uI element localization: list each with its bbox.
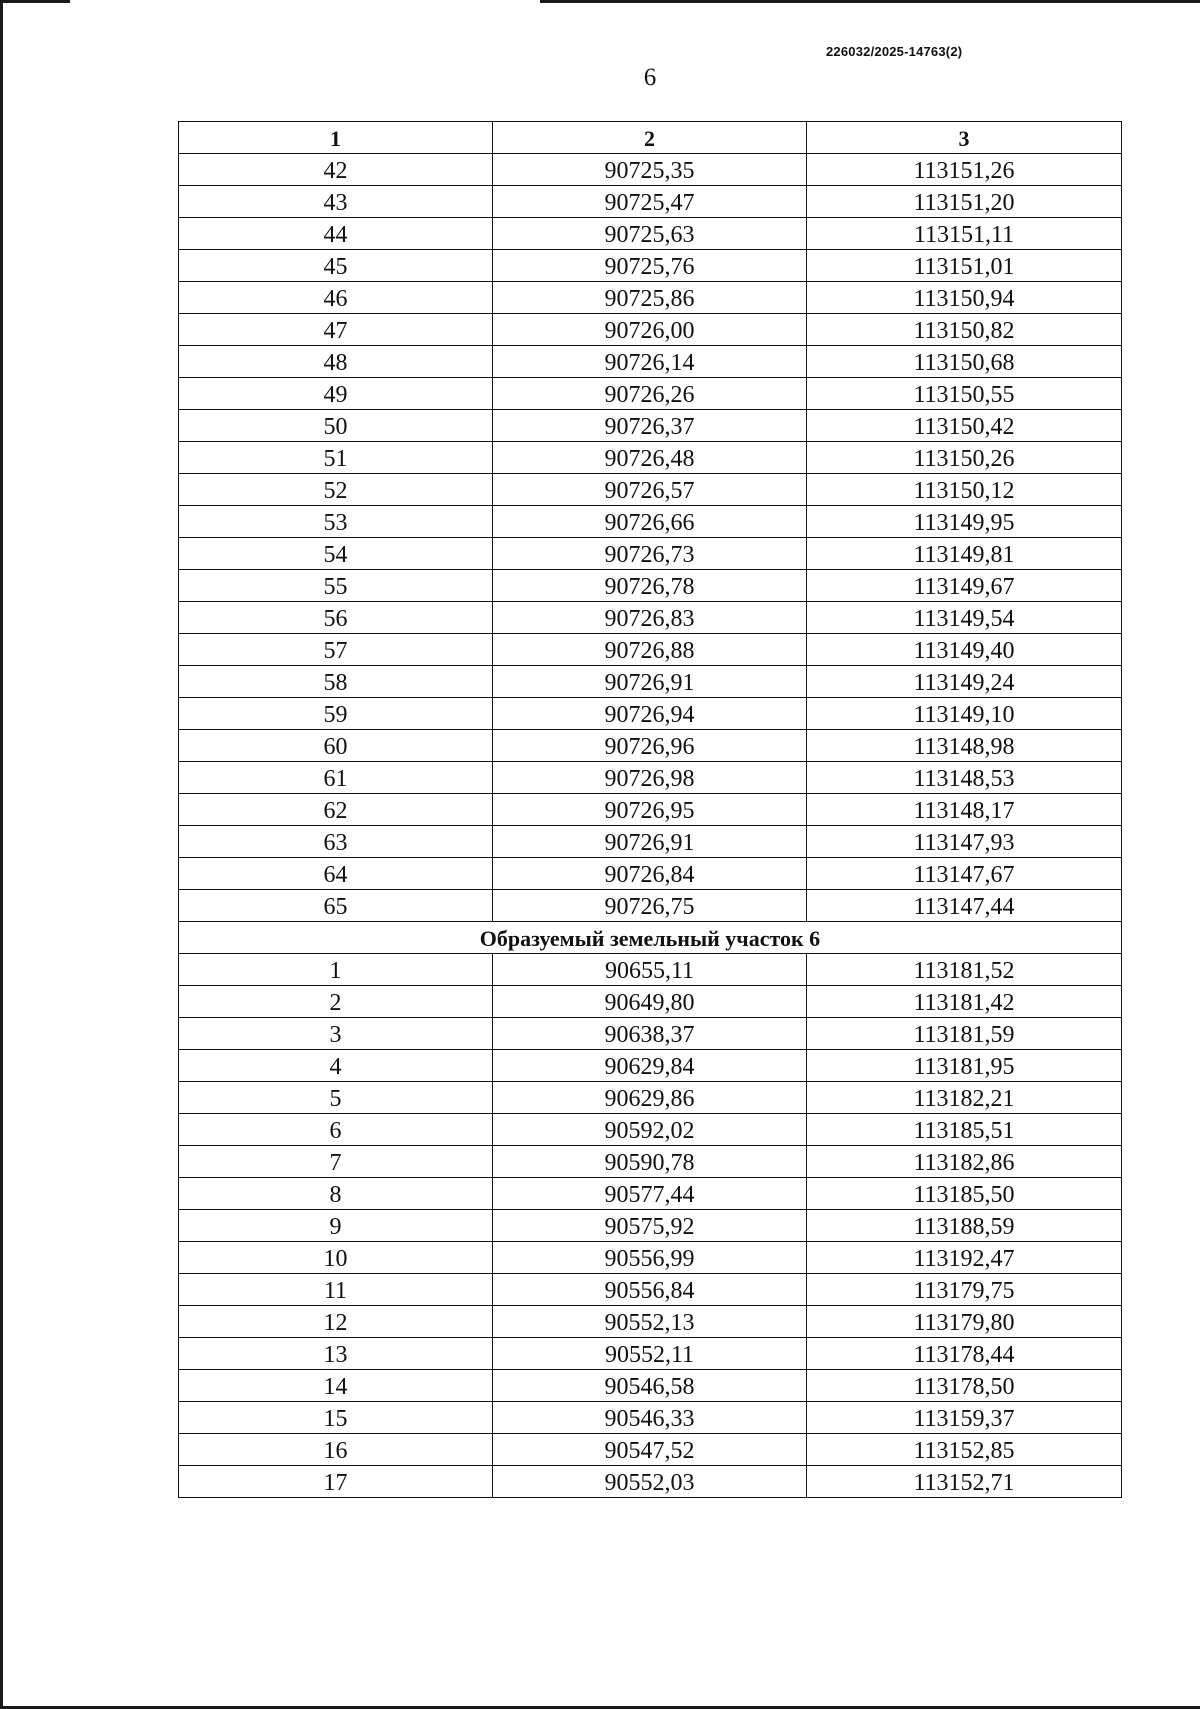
section-row — [179, 922, 1122, 954]
table-row — [179, 1370, 1122, 1402]
cell-y-coordinate: 113150,94 — [807, 282, 1122, 314]
cell-point-number: 7 — [179, 1146, 493, 1178]
cell-point-number: 17 — [179, 1466, 493, 1498]
cell-y-coordinate: 113152,85 — [807, 1434, 1122, 1466]
cell-y-coordinate: 113149,95 — [807, 506, 1122, 538]
table-row — [179, 1434, 1122, 1466]
table-row — [179, 602, 1122, 634]
table-row — [179, 314, 1122, 346]
cell-x-coordinate: 90726,84 — [493, 858, 807, 890]
cell-point-number: 5 — [179, 1082, 493, 1114]
cell-x-coordinate: 90726,83 — [493, 602, 807, 634]
cell-y-coordinate: 113150,26 — [807, 442, 1122, 474]
cell-point-number: 43 — [179, 186, 493, 218]
cell-x-coordinate: 90655,11 — [493, 954, 807, 986]
cell-y-coordinate: 113178,44 — [807, 1338, 1122, 1370]
cell-point-number: 50 — [179, 410, 493, 442]
table-row — [179, 1114, 1122, 1146]
cell-point-number: 45 — [179, 250, 493, 282]
table-header-row — [179, 122, 1122, 154]
cell-y-coordinate: 113148,98 — [807, 730, 1122, 762]
cell-point-number: 46 — [179, 282, 493, 314]
table-row — [179, 410, 1122, 442]
coordinates-table-container — [178, 121, 1121, 1498]
cell-y-coordinate: 113151,20 — [807, 186, 1122, 218]
cell-point-number: 58 — [179, 666, 493, 698]
table-row — [179, 282, 1122, 314]
column-header-point: 1 — [179, 122, 493, 154]
column-header-x: 2 — [493, 122, 807, 154]
cell-point-number: 8 — [179, 1178, 493, 1210]
cell-y-coordinate: 113151,11 — [807, 218, 1122, 250]
cell-y-coordinate: 113185,51 — [807, 1114, 1122, 1146]
cell-x-coordinate: 90726,48 — [493, 442, 807, 474]
cell-point-number: 57 — [179, 634, 493, 666]
cell-x-coordinate: 90552,11 — [493, 1338, 807, 1370]
cell-x-coordinate: 90546,58 — [493, 1370, 807, 1402]
cell-point-number: 63 — [179, 826, 493, 858]
table-row — [179, 378, 1122, 410]
cell-x-coordinate: 90726,91 — [493, 826, 807, 858]
cell-y-coordinate: 113178,50 — [807, 1370, 1122, 1402]
cell-point-number: 59 — [179, 698, 493, 730]
cell-y-coordinate: 113181,59 — [807, 1018, 1122, 1050]
cell-y-coordinate: 113150,82 — [807, 314, 1122, 346]
cell-y-coordinate: 113147,44 — [807, 890, 1122, 922]
cell-x-coordinate: 90725,63 — [493, 218, 807, 250]
cell-x-coordinate: 90726,94 — [493, 698, 807, 730]
cell-point-number: 9 — [179, 1210, 493, 1242]
cell-point-number: 52 — [179, 474, 493, 506]
cell-x-coordinate: 90556,84 — [493, 1274, 807, 1306]
cell-y-coordinate: 113150,55 — [807, 378, 1122, 410]
cell-x-coordinate: 90725,35 — [493, 154, 807, 186]
table-section — [179, 922, 1122, 954]
table-row — [179, 538, 1122, 570]
cell-y-coordinate: 113192,47 — [807, 1242, 1122, 1274]
table-row — [179, 250, 1122, 282]
table-row — [179, 218, 1122, 250]
cell-x-coordinate: 90726,14 — [493, 346, 807, 378]
cell-y-coordinate: 113149,81 — [807, 538, 1122, 570]
cell-x-coordinate: 90629,84 — [493, 1050, 807, 1082]
coordinates-table — [178, 121, 1122, 1498]
table-row — [179, 1210, 1122, 1242]
table-row — [179, 954, 1122, 986]
cell-y-coordinate: 113147,67 — [807, 858, 1122, 890]
page-number: 6 — [643, 64, 657, 91]
cell-point-number: 16 — [179, 1434, 493, 1466]
scan-edge-left — [0, 0, 3, 1709]
cell-y-coordinate: 113188,59 — [807, 1210, 1122, 1242]
table-row — [179, 442, 1122, 474]
cell-point-number: 6 — [179, 1114, 493, 1146]
cell-x-coordinate: 90726,98 — [493, 762, 807, 794]
cell-y-coordinate: 113185,50 — [807, 1178, 1122, 1210]
cell-y-coordinate: 113149,24 — [807, 666, 1122, 698]
cell-y-coordinate: 113179,75 — [807, 1274, 1122, 1306]
cell-y-coordinate: 113150,12 — [807, 474, 1122, 506]
table-row — [179, 698, 1122, 730]
table-row — [179, 890, 1122, 922]
table-body-part1 — [179, 154, 1122, 922]
cell-point-number: 11 — [179, 1274, 493, 1306]
cell-x-coordinate: 90726,00 — [493, 314, 807, 346]
table-row — [179, 1466, 1122, 1498]
table-row — [179, 1018, 1122, 1050]
cell-y-coordinate: 113148,53 — [807, 762, 1122, 794]
cell-y-coordinate: 113147,93 — [807, 826, 1122, 858]
cell-x-coordinate: 90726,78 — [493, 570, 807, 602]
table-row — [179, 666, 1122, 698]
table-row — [179, 858, 1122, 890]
cell-x-coordinate: 90552,03 — [493, 1466, 807, 1498]
cell-y-coordinate: 113151,26 — [807, 154, 1122, 186]
cell-x-coordinate: 90629,86 — [493, 1082, 807, 1114]
cell-x-coordinate: 90556,99 — [493, 1242, 807, 1274]
cell-y-coordinate: 113151,01 — [807, 250, 1122, 282]
cell-y-coordinate: 113181,52 — [807, 954, 1122, 986]
cell-x-coordinate: 90552,13 — [493, 1306, 807, 1338]
cell-y-coordinate: 113150,42 — [807, 410, 1122, 442]
cell-y-coordinate: 113149,40 — [807, 634, 1122, 666]
table-row — [179, 154, 1122, 186]
cell-point-number: 65 — [179, 890, 493, 922]
document-number: 226032/2025-14763(2) — [826, 44, 963, 59]
table-row — [179, 762, 1122, 794]
cell-y-coordinate: 113182,86 — [807, 1146, 1122, 1178]
cell-point-number: 13 — [179, 1338, 493, 1370]
cell-point-number: 42 — [179, 154, 493, 186]
cell-y-coordinate: 113181,42 — [807, 986, 1122, 1018]
table-row — [179, 1082, 1122, 1114]
table-row — [179, 570, 1122, 602]
table-body-part2 — [179, 954, 1122, 1498]
cell-y-coordinate: 113181,95 — [807, 1050, 1122, 1082]
scan-edge-gap — [70, 0, 540, 3]
cell-x-coordinate: 90726,26 — [493, 378, 807, 410]
table-row — [179, 826, 1122, 858]
table-row — [179, 1050, 1122, 1082]
table-row — [179, 506, 1122, 538]
cell-x-coordinate: 90726,75 — [493, 890, 807, 922]
cell-x-coordinate: 90726,96 — [493, 730, 807, 762]
cell-y-coordinate: 113150,68 — [807, 346, 1122, 378]
table-row — [179, 986, 1122, 1018]
table-row — [179, 1274, 1122, 1306]
cell-y-coordinate: 113152,71 — [807, 1466, 1122, 1498]
cell-x-coordinate: 90649,80 — [493, 986, 807, 1018]
cell-point-number: 2 — [179, 986, 493, 1018]
cell-x-coordinate: 90638,37 — [493, 1018, 807, 1050]
cell-x-coordinate: 90726,57 — [493, 474, 807, 506]
cell-point-number: 56 — [179, 602, 493, 634]
cell-point-number: 44 — [179, 218, 493, 250]
table-row — [179, 474, 1122, 506]
cell-y-coordinate: 113159,37 — [807, 1402, 1122, 1434]
cell-x-coordinate: 90726,66 — [493, 506, 807, 538]
cell-point-number: 49 — [179, 378, 493, 410]
cell-point-number: 53 — [179, 506, 493, 538]
cell-x-coordinate: 90726,91 — [493, 666, 807, 698]
cell-x-coordinate: 90726,88 — [493, 634, 807, 666]
table-row — [179, 634, 1122, 666]
table-row — [179, 1242, 1122, 1274]
table-row — [179, 1402, 1122, 1434]
cell-x-coordinate: 90726,37 — [493, 410, 807, 442]
cell-point-number: 51 — [179, 442, 493, 474]
cell-point-number: 12 — [179, 1306, 493, 1338]
cell-x-coordinate: 90726,95 — [493, 794, 807, 826]
table-row — [179, 346, 1122, 378]
cell-point-number: 60 — [179, 730, 493, 762]
cell-x-coordinate: 90725,47 — [493, 186, 807, 218]
cell-point-number: 1 — [179, 954, 493, 986]
cell-point-number: 61 — [179, 762, 493, 794]
cell-x-coordinate: 90547,52 — [493, 1434, 807, 1466]
cell-point-number: 10 — [179, 1242, 493, 1274]
cell-point-number: 3 — [179, 1018, 493, 1050]
cell-point-number: 48 — [179, 346, 493, 378]
table-row — [179, 1178, 1122, 1210]
cell-y-coordinate: 113149,67 — [807, 570, 1122, 602]
cell-point-number: 15 — [179, 1402, 493, 1434]
cell-x-coordinate: 90592,02 — [493, 1114, 807, 1146]
cell-point-number: 4 — [179, 1050, 493, 1082]
cell-point-number: 62 — [179, 794, 493, 826]
cell-point-number: 14 — [179, 1370, 493, 1402]
cell-point-number: 54 — [179, 538, 493, 570]
cell-y-coordinate: 113149,10 — [807, 698, 1122, 730]
table-row — [179, 186, 1122, 218]
table-row — [179, 1338, 1122, 1370]
cell-point-number: 55 — [179, 570, 493, 602]
table-row — [179, 794, 1122, 826]
cell-x-coordinate: 90725,86 — [493, 282, 807, 314]
cell-x-coordinate: 90575,92 — [493, 1210, 807, 1242]
cell-y-coordinate: 113148,17 — [807, 794, 1122, 826]
cell-x-coordinate: 90590,78 — [493, 1146, 807, 1178]
section-title: Образуемый земельный участок 6 — [179, 922, 1122, 954]
cell-x-coordinate: 90546,33 — [493, 1402, 807, 1434]
table-row — [179, 1306, 1122, 1338]
cell-y-coordinate: 113149,54 — [807, 602, 1122, 634]
table-row — [179, 1146, 1122, 1178]
cell-y-coordinate: 113179,80 — [807, 1306, 1122, 1338]
cell-x-coordinate: 90577,44 — [493, 1178, 807, 1210]
table-row — [179, 730, 1122, 762]
cell-y-coordinate: 113182,21 — [807, 1082, 1122, 1114]
cell-point-number: 47 — [179, 314, 493, 346]
cell-point-number: 64 — [179, 858, 493, 890]
column-header-y: 3 — [807, 122, 1122, 154]
cell-x-coordinate: 90725,76 — [493, 250, 807, 282]
cell-x-coordinate: 90726,73 — [493, 538, 807, 570]
